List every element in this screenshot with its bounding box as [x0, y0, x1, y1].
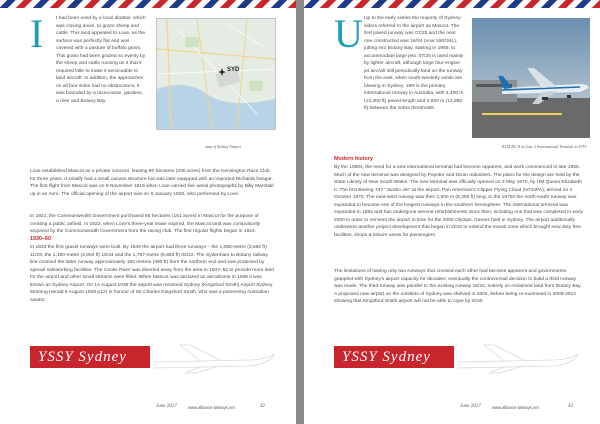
- body-paragraph-2: In 1921, the Commonwealth Government purchased 65 hectares (161 acres) in Mascot for the purpose of creating a public airfield. In 1923, when Love's three-year lease expired, the Mascot land was compulsorily acquired by the Commonwealth Government from the racing club. The first regular flights began in 1924.: [30, 214, 261, 234]
- decorative-plane-outline: [454, 340, 584, 374]
- footer-date: June 2017: [460, 404, 481, 409]
- banner-text: YSSY Sydney: [342, 348, 431, 365]
- body-paragraph-3: In 1933 the first gravel runways were built. By 1949 the airport had three runways – the 1,085-metre (3,560 ft) 11/29, the 1,190-metre (3,904 ft) 16/34 and the 1,787-metre (5,863 ft) 04/22. The Sydenham to Botany railway line crossed the latter runway approximately 150 metres (490 ft) from the northern end and was protected by special safeworking facilities. The Cooks River was diverted away from the area in 1947–52 to provide more land for the airport and other small streams were filled. When Mascot was declared an aerodrome in 1936 it was known as Sydney Airport. On 14 August 1936 the airport was renamed Sydney (Kingsford Smith) Airport Sydney Morning Herald 9 August 1938 p12) in honour of Sir Charles Kingsford Smith, who was a pioneering Australian aviator.: [30, 245, 275, 303]
- airmail-stripe-top: [304, 0, 600, 8]
- dropcap-letter: I: [30, 11, 44, 56]
- left-page: [0, 0, 296, 424]
- footer-site: www.alliance-airways.net: [492, 405, 539, 410]
- airport-photo: [472, 18, 590, 138]
- right-page: [304, 0, 600, 424]
- dropcap-letter: U: [334, 11, 363, 56]
- footer-site: www.alliance-airways.net: [188, 405, 235, 410]
- map-caption: map of Sydney Airport: [205, 144, 242, 149]
- intro-paragraph: t had been used by a local abattoir, which was closing down, to graze sheep and cattle. This land appealed to Love, as the surface was perfectly flat and was covered with a pasture of buffalo grass. This grass had been grazed so evenly by the sheep and cattle running on it that it required little to make it serviceable to land aircraft. In addition, the approaches on all four sides had no obstructions; it was bounded by a racecourse, gardens, a river and Botany Bay.: [56, 16, 146, 104]
- map-graphic: [157, 19, 275, 129]
- airport-map: [156, 18, 276, 130]
- photo-graphic: [472, 18, 590, 138]
- intro-paragraph: Up to the early sixties the majority of Sydney-siders referred to the airport as Mascot. The first paved runway was 07/25 and the next one constructed was 16/34 (now 16R/34L), jutting into Botany Bay, starting in 1959, to accommodate large jets. 07/25 is used mainly by lighter aircraft, although large four-engine jet aircraft still periodically land on the runway from the east, when south-westerly winds are blowing in Sydney. 16R is the primary international runway in Australia, with 4,400 m (14,300 ft) paved length and 3,920 m (12,850 ft) between the zebra thresholds.: [364, 16, 464, 111]
- body-paragraph-1: By the 1960s, the need for a new international terminal had become apparent, and work commenced in late 1966. Much of the new terminal was designed by Paynter and Dixon Industries. The plans for the design are held by the State Library of New South Wales. The new terminal was officially opened on 3 May 1970, by HM Queen Elizabeth II. The first Boeing 747 "Jumbo Jet" at the airport, Pan American's Clipper Flying Cloud (N734PA), arrived on 4 October 1970. The east-west runway was then 2,500 m (8,300 ft) long; in the 1970s the north-south runway was expanded to become one of the longest runways in the southern hemisphere. The international terminal was expanded in 1992 and has undergone several refurbishments since then, including one that was completed in early 2000 in order to reinvent the airport in time for the 2000 Olympic Games held in Sydney. The airport additionally underwent another project development that began in 2010 to extend the transit zone which brought new duty free facilities, shops & leisure areas for passengers.: [334, 165, 584, 238]
- photo-caption: KLM DC-8 at Gate 2 International Terminal in 1973: [502, 144, 587, 149]
- footer-date: June 2017: [156, 404, 177, 409]
- footer-page-number: 42: [260, 404, 265, 409]
- map-label: SYD: [227, 67, 240, 73]
- plane-icon: [218, 68, 226, 76]
- yssy-banner: [334, 346, 454, 368]
- banner-text: YSSY Sydney: [38, 348, 127, 365]
- body-paragraph-1: Love established Mascot as a private concern, leasing 80 hectares (200 acres) from the Kensington Race Club for three years. It initially had a small canvas structure but was later equipped with an imported Richards hangar. The first flight from Mascot was on 9 November 1919 when Love carried five aerial photographs by Billy Marshall up in an Avro. The official opening of the airport was on 9 January 1920, also performed by Love.: [30, 169, 274, 197]
- yssy-banner: [30, 346, 150, 368]
- decorative-plane-outline: [150, 340, 280, 374]
- body-paragraph-2: The limitations of having only two runways that crossed each other had become apparent and governments grappled with Sydney's airport capacity for decades; eventually the controversial decision to build a third runway was made. The third runway was parallel to the existing runway 16/34, entirely on reclaimed land from Botany Bay. A proposed new airport on the outskirts of Sydney was shelved in 2004, before being re-examined in 2009-2012 showing that Kingsford Smith airport will not be able to cope by 2030.: [334, 269, 582, 304]
- footer-page-number: 43: [568, 404, 573, 409]
- section-heading: 1930–60: [30, 236, 51, 242]
- airmail-stripe-top: [0, 0, 296, 8]
- section-heading: Modern history: [334, 156, 373, 162]
